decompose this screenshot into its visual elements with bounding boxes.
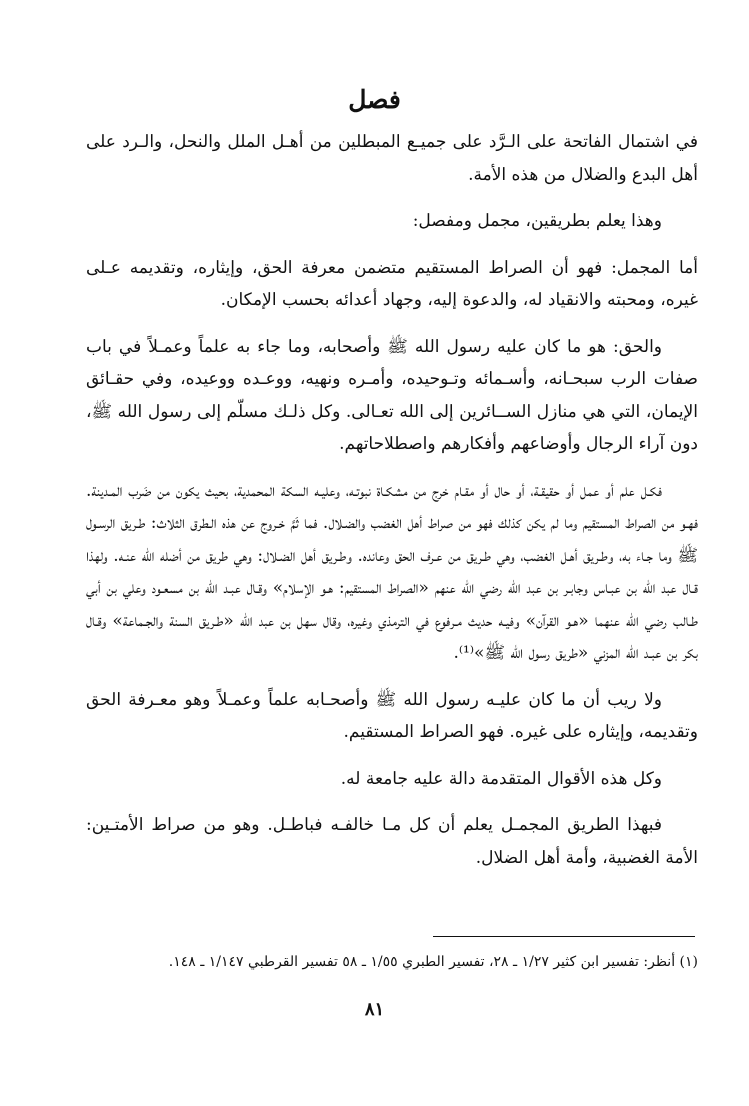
paragraph-intro: في اشتمال الفاتحة على الـرَّد على جميـع المبطلين من أهـل الملل والنحل، والـرد على أهل البدع والضلال من هذه الأمة. — [86, 132, 698, 185]
paragraph-two-ways: وهذا يعلم بطريقين، مجمل ومفصل: — [412, 211, 662, 231]
paragraph-sayings: وكل هذه الأقوال المتقدمة دالة عليه جامعة له. — [340, 768, 662, 789]
body-text — [86, 126, 698, 888]
footnote: (١) أنظر: تفسير ابن كثير ١/٢٧ ـ ٢٨، تفسير الطبري ١/٥٥ ـ ٥٨ تفسير القرطبي ١/١٤٧ ـ ١٤٨. — [168, 954, 698, 970]
paragraph-knowledge: فكـل علم أو عمل أو حقيقـة، أو حال أو مقـام خرج من مشكـاة نبوتـه، وعليـه السكة المحمدية، بحيث يكون من ضَرب المـدينة. فهـو من الصراط المستقيم وما لم يكن كذلك فهو من صراط أهل الغضب والضـلال. فما ثَمَّ خـروج عن هذه الـطرق الثلاث: طـريق الرسـول ﷺ وما جـاء به، وطـريق أهـل الغضب، وهي طـريق من عـرف الحق وعانده. وطـريق أهل الضـلال: وهي طريق من أضله الله عنـه. ولهذا قـال عبد الله بن عبـاس وجابـر بن عبد الله رضي الله عنهم «الصراط المستقيم: هـو الإسلام» وقـال عبـد الله بن مسعـود وعلي بن أبي طـالب رضي الله عنهما «هـو القرآن» وفيـه حديث مـرفوع في الترمذي وغيره، وقال سهل بن عبد الله «طـريق السنة والجـماعة» وقـال بكر بن عبـد الله المزني «طريق رسول الله ﷺ»⁽¹⁾. — [86, 480, 698, 663]
paragraph-conclusion: فبهذا الطريق المجمـل يعلم أن كل مـا خالفـه فباطـل. وهو من صراط الأمتـين: الأمة الغضبية، وأمة أهل الضلال. — [86, 815, 698, 868]
page-number: ٨١ — [364, 999, 385, 1020]
paragraph-no-doubt: ولا ريب أن ما كان عليـه رسول الله ﷺ وأصحـابه علماً وعمـلاً وهو معـرفة الحق وتقديمه، وإيثاره على غيره. فهو الصراط المستقيم. — [86, 689, 698, 742]
chapter-title: فصل — [348, 85, 401, 114]
paragraph-truth: والحق: هو ما كان عليه رسول الله ﷺ وأصحابه، وما جاء به علماً وعمـلاً في باب صفات الرب سبحـانه، وأسـمائه وتـوحيده، وأمـره ونهيه، ووعـده ووعيده، وفي حقـائق الإيمان، التي هي منازل الســائرين إلى الله تعـالى. وكل ذلـك مسلّم إلى رسول الله ﷺ، دون آراء الرجال وأوضاعهم وأفكارهم واصطلاحاتهم. — [86, 336, 698, 454]
paragraph-summary: أما المجمل: فهو أن الصراط المستقيم متضمن معرفة الحق، وإيثاره، وتقديمه عـلى غيره، ومحبته والانقياد له، والدعوة إليه، وجهاد أعدائه بحسب الإمكان. — [86, 257, 698, 310]
footnote-divider — [433, 936, 695, 937]
